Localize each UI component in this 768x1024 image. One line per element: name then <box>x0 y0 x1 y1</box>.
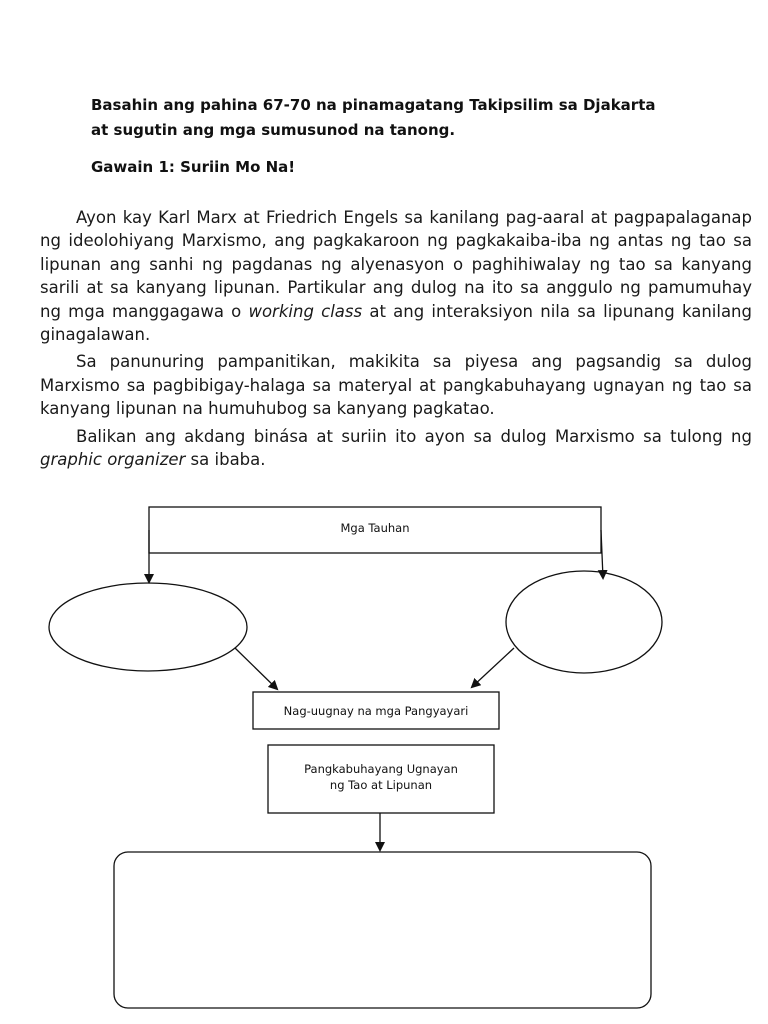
paragraph-2 <box>40 350 752 420</box>
relation-label <box>268 761 494 793</box>
relation-label-line-2: ng Tao at Lipunan <box>329 778 433 792</box>
paragraph-3 <box>40 425 752 472</box>
paragraph-1-italic: working class <box>248 301 363 321</box>
paragraph-1-text-a: Ayon kay Karl Marx at Friedrich Engels sa kanilang pag-aaral at pagpapalaganap ng ideolohiyang Marxismo, ang pagkakaroon ng pagkakaiba-iba ng antas ng tao sa lipunan ang sanhi ng pagdanas ng alyenasyon o paghihiwalay ng tao sa kanyang sarili at sa kanyang lipunan. Partikular ang dulog na ito sa anggulo ng pamumuhay ng mga manggagawa o <box>40 208 752 321</box>
instructions <box>91 93 711 143</box>
paragraph-2-text-a: Sa panunuring pampanitikan, makikita sa piyesa ang pagsandig sa dulog Marxismo sa pagbibigay-halaga sa materyal at pangkabuhayang ugnayan ng tao sa kanyang lipunan na humuhubog sa kanyang pagkatao. <box>40 352 752 419</box>
events-label: Nag-uugnay na mga Pangyayari <box>283 704 469 718</box>
paragraph-1 <box>40 206 752 346</box>
characters-label: Mga Tauhan <box>340 521 410 535</box>
activity-title: Gawain 1: Suriin Mo Na! <box>91 158 296 176</box>
instructions-line-1: Basahin ang pahina 67-70 na pinamagatang Takipsilim sa Djakarta <box>91 96 656 114</box>
paragraph-1-text-b: at ang interaksiyon nila sa lipunang kanilang ginagalawan. <box>40 301 752 345</box>
paragraph-3-text-a: Balikan ang akdang binása at suriin ito ayon sa dulog Marxismo sa tulong ng <box>76 426 752 446</box>
left-to-events-arrow <box>235 648 277 689</box>
right-connector-arrow <box>601 530 603 578</box>
relation-label-line-1: Pangkabuhayang Ugnayan <box>304 762 458 776</box>
reading-passage <box>40 206 752 475</box>
left-character-ellipse <box>49 583 247 671</box>
paragraph-3-text-b: sa ibaba. <box>185 450 266 470</box>
right-to-events-arrow <box>472 648 514 687</box>
instructions-line-2: at sugutin ang mga sumusunod na tanong. <box>91 121 456 139</box>
graphic-organizer-svg <box>0 490 768 1024</box>
paragraph-3-italic: graphic organizer <box>40 450 186 470</box>
right-character-ellipse <box>506 571 662 673</box>
answer-box <box>114 852 651 1008</box>
